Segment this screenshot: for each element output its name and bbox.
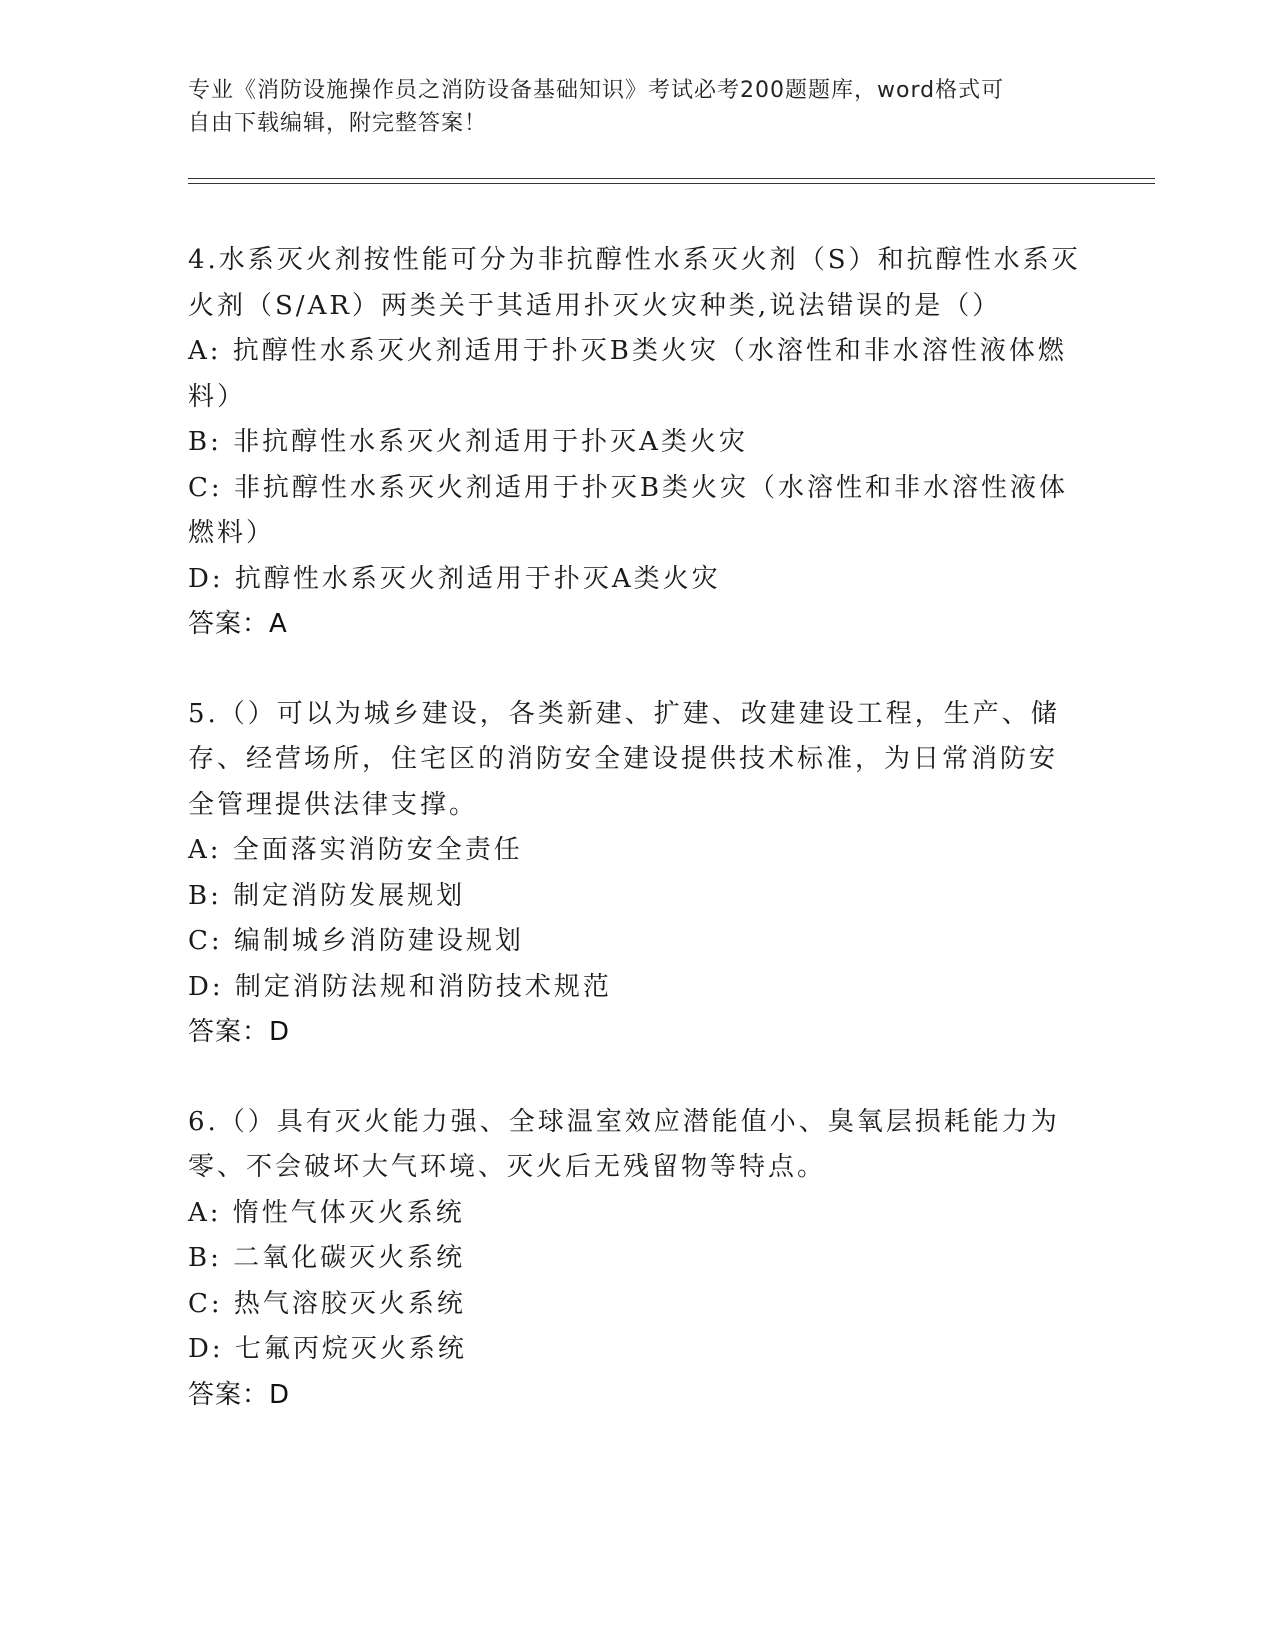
- header-line-2: 自由下载编辑，附完整答案！: [188, 111, 488, 136]
- question-6-stem-line-1: 6.（）具有灭火能力强、全球温室效应潜能值小、臭氧层损耗能力为: [188, 1106, 1060, 1137]
- question-6-option-a: A: 惰性气体灭火系统: [188, 1197, 465, 1228]
- document-header: [188, 74, 1068, 140]
- question-5-stem-line-1: 5.（）可以为城乡建设，各类新建、扩建、改建建设工程，生产、储: [188, 698, 1060, 729]
- question-4-answer: 答案：A: [188, 609, 288, 639]
- header-divider-top: [188, 178, 1155, 179]
- question-4-option-b: B: 非抗醇性水系灭火剂适用于扑灭A类火灾: [188, 427, 748, 457]
- question-4-option-c: C: 非抗醇性水系灭火剂适用于扑灭B类火灾（水溶性和非水溶性液体: [188, 472, 1069, 503]
- question-5-option-d: D: 制定消防法规和消防技术规范: [188, 971, 612, 1002]
- question-4-option-d: D: 抗醇性水系灭火剂适用于扑灭A类火灾: [188, 563, 721, 594]
- question-4-stem-line-1: 4.水系灭火剂按性能可分为非抗醇性水系灭火剂（S）和抗醇性水系灭: [188, 245, 1081, 275]
- question-6-option-d: D: 七氟丙烷灭火系统: [188, 1334, 467, 1364]
- question-list: [188, 238, 1088, 1462]
- question-5-stem-line-2: 存、经营场所，住宅区的消防安全建设提供技术标准，为日常消防安: [188, 744, 1059, 774]
- question-4-option-a: A: 抗醇性水系灭火剂适用于扑灭B类火灾（水溶性和非水溶性液体燃: [188, 336, 1067, 366]
- question-4-stem-line-2: 火剂（S/AR）两类关于其适用扑灭火灾种类,说法错误的是（）: [188, 290, 1002, 321]
- question-6-stem-line-2: 零、不会破坏大气环境、灭火后无残留物等特点。: [188, 1152, 827, 1182]
- question-4: [188, 238, 1088, 648]
- question-5: [188, 692, 1088, 1056]
- question-5-option-c: C: 编制城乡消防建设规划: [188, 926, 524, 956]
- question-5-option-a: A: 全面落实消防安全责任: [188, 835, 523, 865]
- question-4-option-a-cont: 料）: [188, 381, 247, 412]
- question-6: [188, 1100, 1088, 1419]
- question-6-option-b: B: 二氧化碳灭火系统: [188, 1243, 466, 1273]
- question-6-option-c: C: 热气溶胶灭火系统: [188, 1288, 466, 1319]
- question-5-option-b: B: 制定消防发展规划: [188, 880, 466, 911]
- header-line-1: 专业《消防设施操作员之消防设备基础知识》考试必考200题题库，word格式可: [188, 78, 1005, 103]
- question-6-answer: 答案：D: [188, 1379, 291, 1410]
- question-5-stem-line-3: 全管理提供法律支撑。: [188, 789, 479, 820]
- question-4-option-c-cont: 燃料）: [188, 518, 276, 548]
- question-5-answer: 答案：D: [188, 1017, 291, 1047]
- header-divider-bottom: [188, 183, 1155, 184]
